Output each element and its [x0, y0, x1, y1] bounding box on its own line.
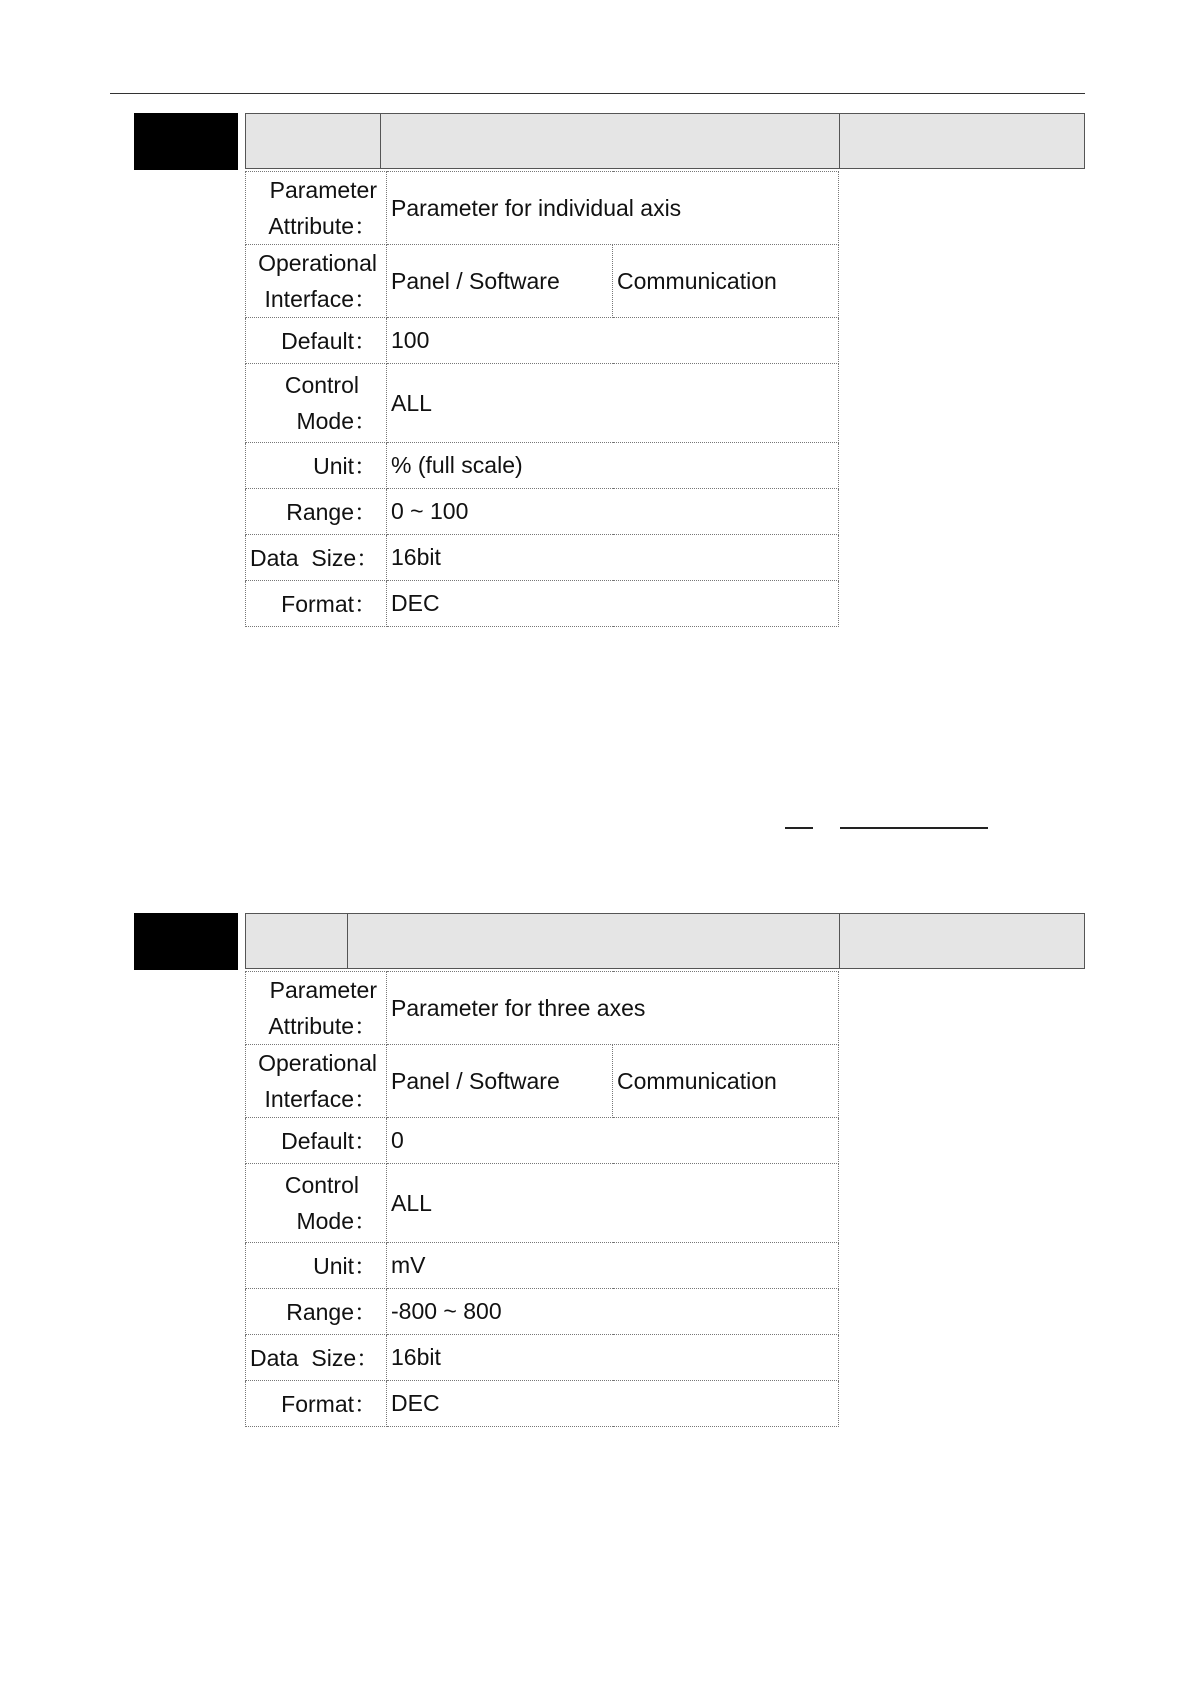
unit-label: Unit： — [246, 443, 387, 489]
interface-panel-value: Panel / Software — [387, 1045, 613, 1118]
data-size-label: Data Size： — [246, 535, 387, 581]
parameter-table — [245, 171, 839, 627]
interface-comm-value: Communication — [613, 245, 839, 318]
interface-label: Operational Interface： — [246, 1045, 387, 1118]
data-size-value: 16bit — [387, 1335, 839, 1381]
unit-value: mV — [387, 1243, 839, 1289]
range-value: -800 ~ 800 — [387, 1289, 839, 1335]
data-size-value: 16bit — [387, 535, 839, 581]
underline-mark — [840, 827, 988, 829]
control-mode-value: ALL — [387, 1164, 839, 1243]
header-divider — [347, 914, 348, 968]
parameter-code-tab — [134, 113, 238, 170]
header-divider — [380, 114, 381, 168]
attribute-label: Parameter Attribute： — [246, 972, 387, 1045]
interface-comm-value: Communication — [613, 1045, 839, 1118]
interface-label: Operational Interface： — [246, 245, 387, 318]
attribute-value: Parameter for three axes — [387, 972, 839, 1045]
header-divider — [839, 114, 840, 168]
default-value: 100 — [387, 318, 839, 364]
default-label: Default： — [246, 318, 387, 364]
format-label: Format： — [246, 1381, 387, 1427]
control-mode-value: ALL — [387, 364, 839, 443]
attribute-value: Parameter for individual axis — [387, 172, 839, 245]
parameter-header-bar — [245, 113, 1085, 169]
parameter-table — [245, 971, 839, 1427]
page-header-rule — [110, 93, 1085, 94]
unit-label: Unit： — [246, 1243, 387, 1289]
format-label: Format： — [246, 581, 387, 627]
range-label: Range： — [246, 489, 387, 535]
attribute-label: Parameter Attribute： — [246, 172, 387, 245]
control-mode-label: Control Mode： — [246, 364, 387, 443]
range-value: 0 ~ 100 — [387, 489, 839, 535]
parameter-code-tab — [134, 913, 238, 970]
underline-mark — [785, 827, 813, 829]
control-mode-label: Control Mode： — [246, 1164, 387, 1243]
parameter-header-bar — [245, 913, 1085, 969]
header-divider — [839, 914, 840, 968]
range-label: Range： — [246, 1289, 387, 1335]
data-size-label: Data Size： — [246, 1335, 387, 1381]
format-value: DEC — [387, 1381, 839, 1427]
default-label: Default： — [246, 1118, 387, 1164]
format-value: DEC — [387, 581, 839, 627]
interface-panel-value: Panel / Software — [387, 245, 613, 318]
unit-value: % (full scale) — [387, 443, 839, 489]
default-value: 0 — [387, 1118, 839, 1164]
